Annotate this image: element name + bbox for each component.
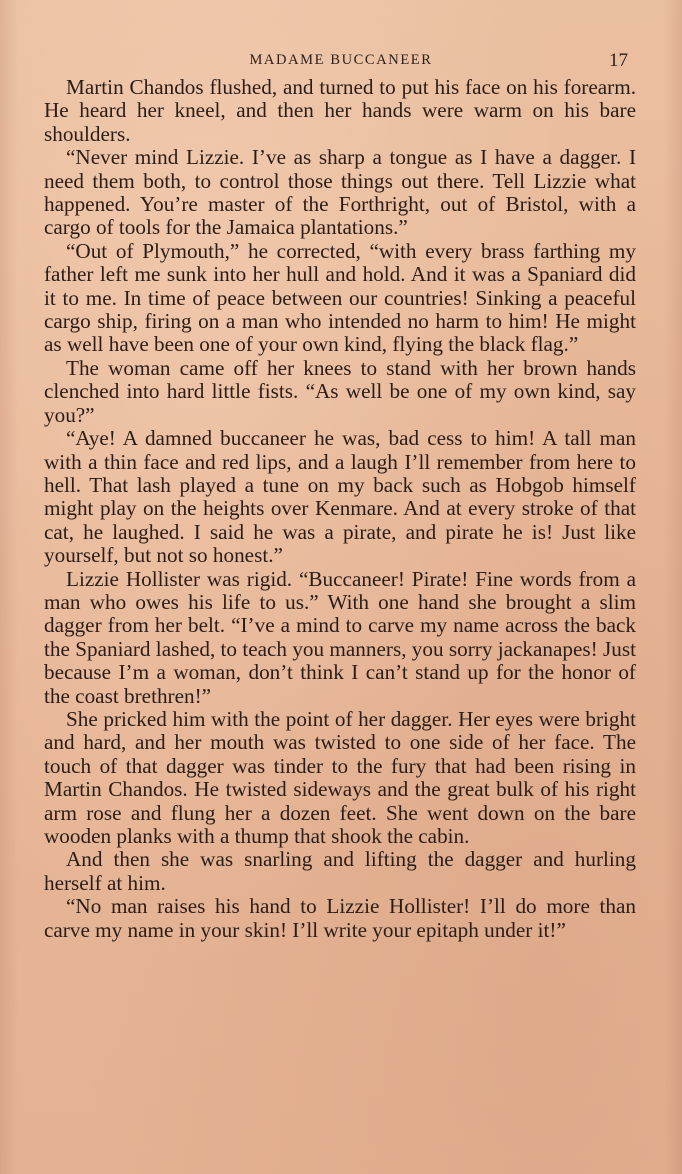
paragraph: Lizzie Hollister was rigid. “Buccaneer! Pirate! Fine words from a man who owes his life to us.” With one hand she brought a slim dagger from her belt. “I’ve a mind to carve my name across the back the Spaniard lashed, to teach you manners, you sorry jackanapes! Just because I’m a woman, don’t think I can’t stand up for the honor of the coast brethren!” [44,566,636,708]
paragraph: The woman came off her knees to stand with her brown hands clenched into hard little fists. “As well be one of my own kind, say you?” [44,355,636,427]
running-head [0,50,682,72]
body-text [44,76,636,942]
paragraph: “No man raises his hand to Lizzie Hollister! I’ll do more than carve my name in your skin! I’ll write your epitaph under it!” [44,894,636,942]
paragraph: “Aye! A damned buccaneer he was, bad cess to him! A tall man with a thin face and red lips, and a laugh I’ll remember from here to hell. That lash played a tune on my back such as Hobgob himself might play on the heights over Kenmare. And at every stroke of that cat, he laughed. I said he was a pirate, and pirate he is! Just like yourself, but not so honest.” [44,426,636,568]
paragraph: “Never mind Lizzie. I’ve as sharp a tongue as I have a dagger. I need them both, to control those things out there. Tell Lizzie what happened. You’re master of the Forthright, out of Bristol, with a cargo of tools for the Jamaica plantations.” [44,145,636,240]
page-edge-shadow-right [664,0,682,1174]
page-number: 17 [609,50,628,71]
paragraph: Martin Chandos flushed, and turned to put his face on his forearm. He heard her kneel, and then her hands were warm on his bare shoulders. [44,75,636,146]
paragraph: “Out of Plymouth,” he corrected, “with every brass farthing my father left me sunk into her hull and hold. And it was a Spaniard did it to me. In time of peace between our countries! Sinking a peaceful cargo ship, firing on a man who intended no harm to him! He might as well have been one of your own kind, flying the black flag.” [44,238,636,357]
paragraph: She pricked him with the point of her dagger. Her eyes were bright and hard, and her mouth was twisted to one side of her face. The touch of that dagger was tinder to the fury that had been rising in Martin Chandos. He twisted sideways and the great bulk of his right arm rose and flung her a dozen feet. She went down on the bare wooden planks with a thump that shook the cabin. [44,706,636,848]
running-title: MADAME BUCCANEER [249,52,433,68]
page-edge-shadow-left [0,0,18,1174]
paragraph: And then she was snarling and lifting the dagger and hurling herself at him. [44,847,636,895]
